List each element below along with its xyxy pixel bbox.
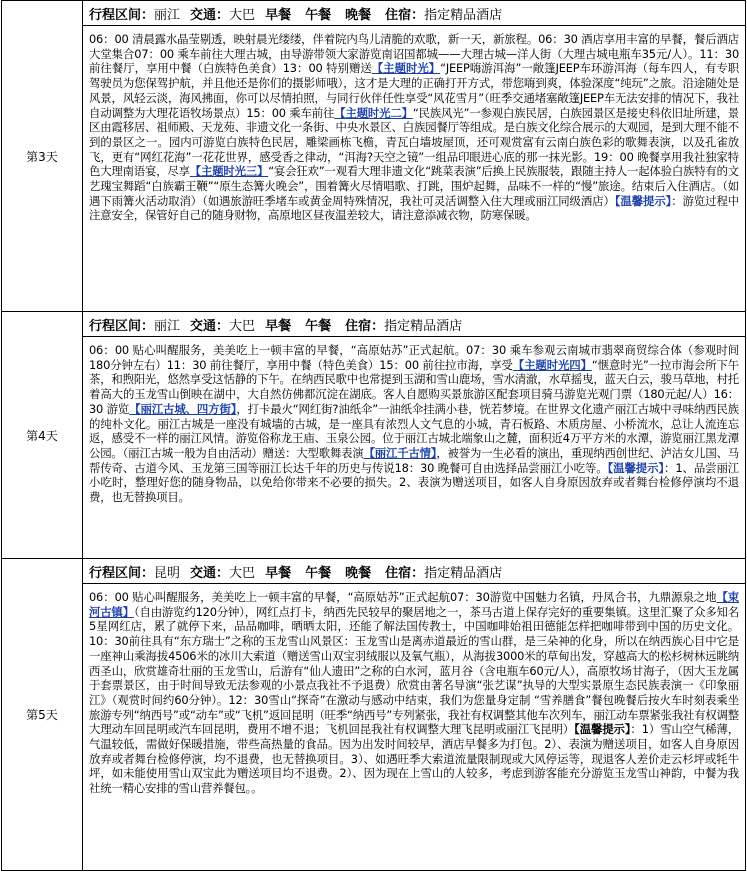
day-label: 第5天: [2, 559, 83, 871]
description-text: “民族风光”一参观白族民居，白族园景区是接史科依旧址所建，景区由霞移居、祖师殿、天龙苑、非遗文化一条街、中央水景区、白族园餐厅等组成。是白族文化综合展示的大观园，是到大理不能不到的景区之一。园内可游览白族特色民居，雕梁画栋飞檐，青瓦白墙坡屋顶，还可观赏富有云南白族色彩的歌舞表演，以及孔雀放飞，更有“网红花海”一花花世界，感受香之律动，“洱海?天空之镜”一组品印眼进心底的那一抹光影。19：00 晚餐享用我社独家特色大理南语宴，尽享: [89, 105, 739, 179]
transport-label: 交通：: [190, 8, 230, 23]
day-header-row: [2, 1, 746, 26]
description-text: ，打卡最火“网红街?油纸伞”一油纸伞挂满小巷，恍若梦境。在世界文化遗产丽江古城中寻味纳西民族的纯朴文化。丽江古城是一座没有城墙的古城，是一座具有浓烈人文气息的小城，青石板路、木质房屋、小桥流水，总让人流连忘返，感受不一样的丽江风情。游览俗称龙王庙、玉泉公园。位于丽江古城北端象山之麓，面积近4万平方米的水潭，游览丽江黑龙潭公园。（丽江古城一般为自由活动）赠送：大型歌舞表演: [89, 401, 739, 460]
day-header-row: [2, 312, 746, 337]
meal-label: 午餐: [305, 319, 332, 334]
description-text: 06：00 清晨露水晶莹剔透，映射晨光缕缕，伴着院内鸟儿清脆的欢歌，新一天，新旅程。06：30 酒店享用丰富的早餐，餐后酒店大堂集合07：00 乘车前往大理古城，由导游带领大家游览南诏国都城——大理古城—洋人街（大理古城电瓶车35元/人）。11：30 前往餐厅，享用中餐（白族特色美食）13：00 特别赠送: [89, 32, 739, 76]
description-text: 06：00 贴心叫醒服务，美美吃上一顿丰富的早餐，“高原姑苏”正式起航。07：30 乘车参观云南城市翡翠商贸综合体（参观时间180分钟左右）11：30 前往餐厅，享用中餐（特色美食）15：00 前往拉市海，享受: [89, 343, 739, 372]
description-text: （自由游览约120分钟），网红点打卡，纳西先民较早的聚居地之一，茶马古道上保存完好的重要集镇。这里汇聚了众多知名5星网红店，累了就停下来，品品咖啡，晒晒太阳，还能了解法国传教士，中国咖啡始祖田德能怎样把咖啡带到中国的历史文化。10：30前往具有“东方瑞士”之称的玉龙雪山风景区：玉龙雪山是离赤道最近的雪山群，是三朵神的化身，所以在纳西族心目中它是一座神山乘海拔4506米的冰川大索道（赠送雪山双宝羽绒服以及氧气瓶），从海拔3000米的草甸出发，穿越高大的松杉树林远眺纳西圣山，欣赏雄奇壮丽的玉龙雪山，后游有“仙人遗田”之称的白水河，蓝月谷（含电瓶车60元/人），高原牧场甘海子，（因大玉龙属于套票景区，由于时间导致无法参观的小景点我社不予退费）欣赏由著名导演“张艺谋”执导的大型实景原生态民族表演一《印象丽江》（观赏时间约60分钟）。12：30雪山“探奇”在激动与感动中结束，我们为您量身定制 “雪养膳食”餐包晚餐后按火车时刻表乘坐旅游专列“纳西号”或“动车”或“飞机”返回昆明（旺季“纳西号”专列紧张，我社有权调整其他车次列车，丽江动车票紧张我社有权调整大理动车回昆明或汽车回昆明，费用不增不退；飞机回昆我社有权调整大理飞昆明或丽江飞昆明）: [89, 604, 739, 737]
description-text: ：1）雪山空气稀薄，气温较低，需做好保暖措施，带些高热量的食品。因为出发时间较早，酒店早餐多为打包。2）、表演为赠送项目，如客人自身原因放弃或者舞台检修停演，均不退费，也无替换项目。3）、如遇旺季大索道流量限制现或大风停运等，现退客人差价走云杉坪或牦牛坪，如未能使用雪山双宝此为赠送项目均不退费。2）、因为现在上雪山的人较多，考虑到游客能充分游览玉龙雪山神韵，中餐为我社统一精心安排的雪山营养餐包。。: [89, 722, 740, 796]
highlight-text: 【丽江千古情】: [363, 445, 437, 460]
route-value: 丽江: [154, 319, 181, 334]
day-header-row: [2, 559, 746, 584]
route-value: 丽江: [154, 8, 181, 23]
meal-label: 晚餐: [345, 8, 372, 23]
transport-label: 交通：: [190, 566, 230, 581]
day-header: [83, 559, 746, 584]
itinerary-table: [1, 0, 746, 871]
day-description: [83, 337, 746, 559]
route-label: 行程区间：: [89, 8, 155, 23]
description-text: “惬意时光”一拉市海会所下午茶，和煦阳光，悠然享受这恬静的下午。在纳西民歌中也常提到玉湖和雪山鹿场，雪水清澈，水草摇曳，蓝天白云，骏马草地，村托着高大的玉龙雪山倒映在湖中，大自然仿佛都沉淀在湖底。客人自愿购买景旅游区配套项目骑马游览光观门票（180元起/人）16：30 游览: [89, 357, 739, 416]
meal-label: 午餐: [305, 566, 332, 581]
highlight-text: 【温馨提示】: [614, 193, 672, 208]
highlight-text: 【束河古镇】: [89, 590, 739, 619]
highlight-text: 【主题时光二】: [334, 105, 413, 120]
transport-value: 大巴: [229, 566, 256, 581]
day-description: [83, 584, 746, 871]
day-description: [83, 26, 746, 312]
highlight-text: 【温馨提示】: [607, 460, 665, 475]
meal-label: 晚餐: [345, 566, 372, 581]
meal-label: 早餐: [265, 566, 292, 581]
highlight-text: 【主题时光三】: [189, 164, 269, 179]
meal-label: 早餐: [265, 8, 292, 23]
day-header: [83, 312, 746, 337]
description-text: 06：00 贴心叫醒服务，美美吃上一顿丰富的早餐，“高原姑苏”正式起航07：30游览中国魅力名镇，丹凤合书，九鼎源泉之地: [89, 590, 717, 604]
description-text: ：游览过程中注意安全，保管好自己的随身财物，高原地区昼夜温差较大，请注意添减衣物，防寒保暖。: [89, 193, 739, 223]
highlight-text: 【主题时光】: [371, 61, 441, 76]
description-text: “JEEP嗨游洱海”一敞篷JEEP车环游洱海（每车四人，有专职驾驶员为您保驾护航，并且他还是你们的摄影师哦），这才是大理的正确打开方式，带您嗨到爽，体验深度“纯玩”之旅。沿途随处是风景，风轻云淡，海风拂面，你可以尽情拍照，与同行伙伴任性享受“风花雪月”（旺季交通堵塞敞篷JEEP车无法安排的情况下，我社自动调整为大理花语牧场景点）15：00 乘车前往: [89, 61, 739, 120]
lodging-label: 住宿：: [385, 8, 425, 23]
day-label: 第4天: [2, 312, 83, 559]
description-text: ，被誉为一生必看的演出，重现纳西创世纪、泸沽女儿国、马帮传奇、古道今风、玉龙第三国等丽江长达千年的历史与传说18：30 晚餐可自由选择品尝丽江小吃等。: [89, 445, 739, 475]
transport-label: 交通：: [190, 319, 230, 334]
lodging-value: 指定精品酒店: [384, 319, 463, 334]
transport-value: 大巴: [229, 8, 256, 23]
day-body-row: [2, 337, 746, 559]
route-label: 行程区间：: [89, 566, 155, 581]
lodging-label: 住宿：: [345, 319, 385, 334]
meal-label: 午餐: [305, 8, 332, 23]
day-label: 第3天: [2, 1, 83, 312]
description-text: “宴会狂欢”一观看大理非遗文化“跳菜表演”后换上民族服装，跟随主持人一起体验白族特有的文艺瑰宝舞蹈“白族霸王鞭”“原生态篝火晚会”，围着篝火尽情唱歌、打跳，围炉起舞，品味不一样的“慢”旅途。结束后入住酒店。（如遇下雨篝火活动取消）（如遇旅游旺季堵车或黄金周特殊情况，我社可灵活调整入住大理或丽江同级酒店）: [89, 164, 739, 208]
description-text: ：1、品尝丽江小吃时，整理好您的随身物品，以免给你带来不必要的损失。2、表演为赠送项目，如客人自身原因放弃或者舞台检修停演均不退费，也无替换项目。: [89, 460, 740, 505]
lodging-value: 指定精品酒店: [424, 8, 503, 23]
highlight-text: 【主题时光四】: [512, 357, 592, 372]
highlight-text: 【温馨提示】: [574, 722, 631, 737]
day-header: [83, 1, 746, 26]
route-label: 行程区间：: [89, 319, 155, 334]
lodging-value: 指定精品酒店: [424, 566, 503, 581]
lodging-label: 住宿：: [385, 566, 425, 581]
route-value: 昆明: [154, 566, 181, 581]
highlight-text: 【丽江古城、四方街】: [129, 401, 237, 416]
day-body-row: [2, 26, 746, 312]
meal-label: 早餐: [265, 319, 292, 334]
transport-value: 大巴: [229, 319, 256, 334]
day-body-row: [2, 584, 746, 871]
